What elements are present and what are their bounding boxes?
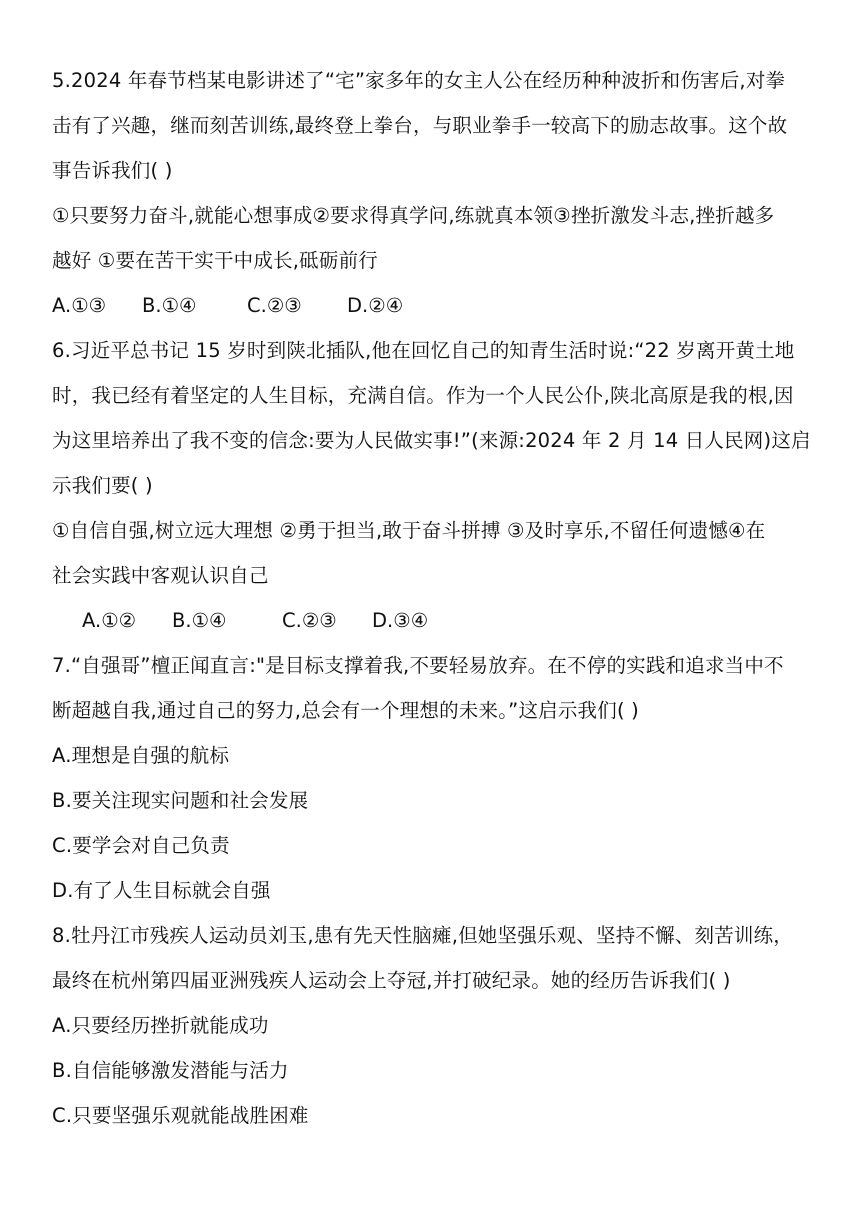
question-6 (52, 328, 812, 643)
choice-b: B.要关注现实问题和社会发展 (52, 789, 309, 812)
choice-b: B.①④ (142, 294, 197, 317)
question-7-line-2: 断超越自我,通过自己的努力,总会有一个理想的未来。”这启示我们( ) (52, 699, 639, 722)
choice-d: D.②④ (347, 294, 404, 317)
question-6-choices (52, 598, 812, 643)
question-6-line-2: 时，我已经有着坚定的人生目标，充满自信。作为一个人民公仆,陕北高原是我的根,因 (52, 384, 794, 407)
choice-c: C.要学会对自己负责 (52, 834, 230, 857)
choice-b: B.自信能够激发潜能与活力 (52, 1059, 289, 1082)
choice-b: B.①④ (172, 609, 227, 632)
question-5-choices (52, 283, 812, 328)
choice-c: C.只要坚强乐观就能战胜困难 (52, 1104, 309, 1127)
question-7 (52, 643, 812, 913)
exam-page (52, 58, 812, 1138)
question-6-statements-line-1: ①自信自强,树立远大理想 ②勇于担当,敢于奋斗拼搏 ③及时享乐,不留任何遗憾④在 (52, 519, 766, 542)
choice-c: C.②③ (282, 609, 337, 632)
question-5-line-3: 事告诉我们( ) (52, 159, 173, 182)
question-5 (52, 58, 812, 328)
question-6-statements-line-2: 社会实践中客观认识自己 (52, 564, 269, 587)
question-8 (52, 913, 812, 1138)
question-7-line-1: 7.“自强哥”檀正闻直言:"是目标支撑着我,不要轻易放弃。在不停的实践和追求当中不 (52, 654, 784, 677)
choice-a: A.①③ (52, 294, 107, 317)
question-5-statements-line-1: ①只要努力奋斗,就能心想事成②要求得真学问,练就真本领③挫折激发斗志,挫折越多 (52, 204, 775, 227)
question-8-line-2: 最终在杭州第四届亚洲残疾人运动会上夺冠,并打破纪录。她的经历告诉我们( ) (52, 969, 731, 992)
question-5-line-1: 5.2024 年春节档某电影讲述了“宅”家多年的女主人公在经历种种波折和伤害后,对拳 (52, 69, 786, 92)
question-6-line-1: 6.习近平总书记 15 岁时到陕北插队,他在回忆自己的知青生活时说:“22 岁离开黄土地 (52, 339, 795, 362)
question-8-line-1: 8.牡丹江市残疾人运动员刘玉,患有先天性脑瘫,但她坚强乐观、坚持不懈、刻苦训练， (52, 924, 794, 947)
question-6-line-4: 示我们要( ) (52, 474, 153, 497)
choice-a: A.理想是自强的航标 (52, 744, 230, 767)
choice-c: C.②③ (247, 294, 302, 317)
choice-d: D.③④ (372, 609, 429, 632)
question-6-line-3: 为这里培养出了我不变的信念:要为人民做实事!”(来源:2024 年 2 月 14 日人民网)这启 (52, 429, 811, 452)
choice-a: A.①② (82, 609, 137, 632)
choice-d: D.有了人生目标就会自强 (52, 879, 271, 902)
question-5-line-2: 击有了兴趣，继而刻苦训练,最终登上拳台，与职业拳手一较高下的励志故事。这个故 (52, 114, 788, 137)
choice-a: A.只要经历挫折就能成功 (52, 1014, 269, 1037)
question-5-statements-line-2: 越好 ①要在苦干实干中成长,砥砺前行 (52, 249, 378, 272)
